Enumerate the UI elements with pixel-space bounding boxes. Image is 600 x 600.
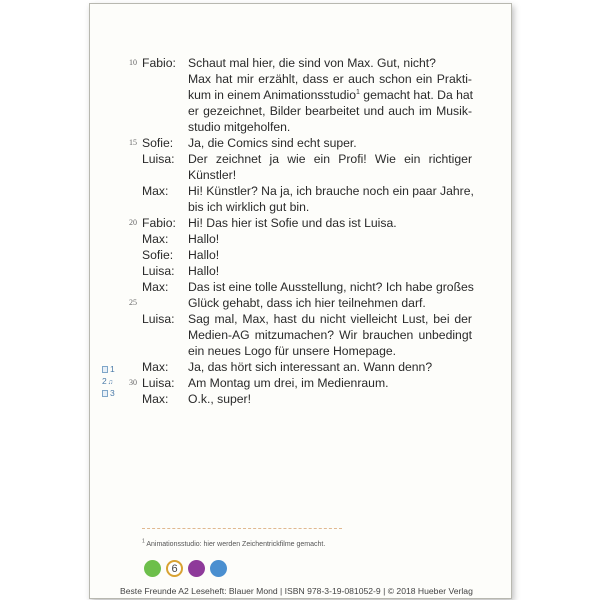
speaker-label: Max: (142, 280, 169, 294)
dialogue-text: bis ich wirklich gut bin. (188, 200, 310, 214)
dialogue-line (90, 183, 511, 199)
dialogue-text: Künstler! (188, 168, 237, 182)
speaker-label: Fabio: (142, 56, 176, 70)
footnote-mark: 1 (142, 538, 145, 545)
dialogue-line (90, 135, 511, 151)
page-number: 6 (171, 563, 178, 575)
dialogue-text: Medien-AG mitzumachen? Wir brauchen unbedingt (188, 328, 472, 342)
dialogue-text: Hallo! (188, 264, 220, 278)
speaker-label: Max: (142, 360, 169, 374)
speaker-label: Luisa: (142, 264, 175, 278)
dialogue-line (90, 119, 511, 135)
dialogue-line (90, 151, 511, 167)
track-marker-2[interactable]: 2♫ (102, 376, 113, 386)
speaker-icon: ♫ (107, 379, 113, 386)
dialogue-text: Hallo! (188, 248, 220, 262)
speaker-label: Luisa: (142, 152, 175, 166)
footnote-ref[interactable]: 1 (356, 88, 360, 96)
dialogue-line (90, 279, 511, 295)
dialogue-text: studio mitgeholfen. (188, 120, 291, 134)
speaker-label: Luisa: (142, 376, 175, 390)
dialogue-line (90, 247, 511, 263)
dialogue-line (90, 359, 511, 375)
dialogue-line (90, 375, 511, 391)
blue-dot-icon (210, 560, 227, 577)
footnote-divider (142, 528, 342, 531)
dialogue-text: Ja, die Comics sind echt super. (188, 136, 357, 150)
dialogue-line (90, 71, 511, 87)
line-number: 30 (129, 378, 137, 387)
page-icon (102, 366, 108, 373)
copyright-footer: Beste Freunde A2 Leseheft: Blauer Mond | ISBN 978-3-19-081052-9 | © 2018 Hueber Verlag (120, 586, 473, 596)
footnote-text: Animationsstudio: hier werden Zeichentrickfilme gemacht. (146, 541, 326, 548)
dialogue-text: Hi! Das hier ist Sofie und das ist Luisa. (188, 216, 397, 230)
dialogue-line (90, 263, 511, 279)
dialogue-line (90, 215, 511, 231)
track-marker-3[interactable]: 3 (102, 388, 126, 399)
line-number: 15 (129, 138, 137, 147)
dialogue-text: Der zeichnet ja wie ein Profi! Wie ein richtiger (188, 152, 472, 166)
speaker-label: Luisa: (142, 312, 175, 326)
purple-dot-icon (188, 560, 205, 577)
dialogue-text: O.k., super! (188, 392, 251, 406)
dialogue-text: Hallo! (188, 232, 220, 246)
dialogue-text: er gezeichnet, Bilder bearbeitet und auch im Musik- (188, 104, 472, 118)
dialogue-text: Max hat mir erzählt, dass er auch schon ein Prakti- (188, 72, 472, 86)
dialogue-line (90, 199, 511, 215)
speaker-label: Max: (142, 184, 169, 198)
dialogue-line (90, 231, 511, 247)
dialogue-text: Am Montag um drei, im Medienraum. (188, 376, 389, 390)
dialogue-text: Glück gehabt, dass ich hier teilnehmen darf. (188, 296, 426, 310)
dialogue-text: Das ist eine tolle Ausstellung, nicht? Ich habe großes (188, 280, 474, 294)
dialogue-text: Ja, das hört sich interessant an. Wann denn? (188, 360, 433, 374)
dialogue-line (90, 55, 511, 71)
speaker-label: Max: (142, 392, 169, 406)
track-marker-1[interactable]: 1 (102, 364, 126, 375)
green-dot-icon (144, 560, 161, 577)
footnote (142, 538, 442, 548)
dialogue-line (90, 343, 511, 359)
line-number: 10 (129, 58, 137, 67)
page-icon (102, 390, 108, 397)
line-number: 25 (129, 298, 137, 307)
speaker-label: Fabio: (142, 216, 176, 230)
dialogue-line (90, 87, 511, 103)
page-number-badge (166, 560, 183, 577)
dialogue-line (90, 295, 511, 311)
speaker-label: Max: (142, 232, 169, 246)
dialogue-text: Sag mal, Max, hast du nicht vielleicht Lust, bei der (188, 312, 472, 326)
line-number: 20 (129, 218, 137, 227)
dialogue-line (90, 391, 511, 407)
speaker-label: Sofie: (142, 248, 174, 262)
dialogue-line (90, 103, 511, 119)
dialogue-line (90, 311, 511, 327)
dialogue-text: kum in einem Animationsstudio$^1$ gemacht hat. Da hat (188, 88, 474, 102)
book-page (89, 3, 512, 599)
dialogue-text: Hi! Künstler? Na ja, ich brauche noch ein paar Jahre, (188, 184, 474, 198)
dialogue-line (90, 327, 511, 343)
dialogue-text: Schaut mal hier, die sind von Max. Gut, nicht? (188, 56, 436, 70)
speaker-label: Sofie: (142, 136, 174, 150)
dialogue-line (90, 167, 511, 183)
dialogue-text: ein neues Logo für unsere Homepage. (188, 344, 397, 358)
